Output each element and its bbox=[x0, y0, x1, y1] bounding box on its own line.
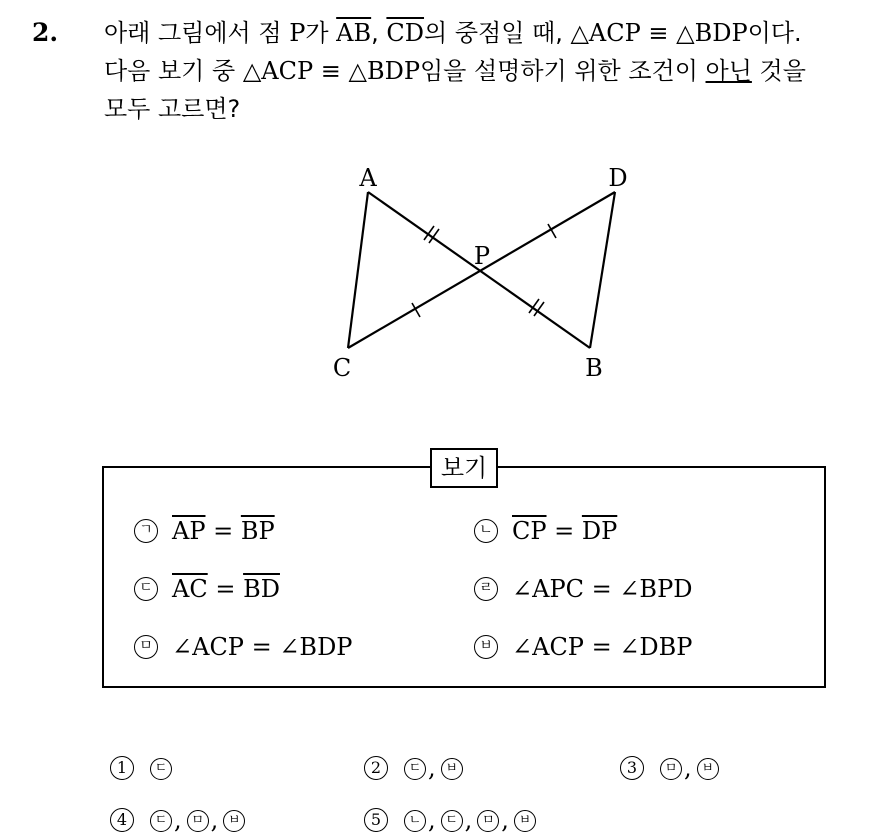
option-number: 3 bbox=[620, 756, 644, 780]
item-eq: = bbox=[205, 517, 241, 545]
item-eq: = bbox=[207, 575, 244, 603]
segment-cd: $\overline{CD}$ bbox=[386, 19, 425, 47]
q-text: 것을 bbox=[751, 57, 806, 85]
label-c: C bbox=[332, 354, 352, 382]
congruence-statement: △ACP ≡ △BDP bbox=[242, 57, 420, 85]
item-lhs: $\overline{AP}$ bbox=[172, 517, 206, 545]
option-mark: ㄷ bbox=[441, 810, 463, 832]
question-text bbox=[104, 14, 874, 128]
item-mark: ㄴ bbox=[474, 519, 498, 543]
option-3[interactable] bbox=[620, 754, 719, 782]
option-separator: , bbox=[428, 754, 436, 782]
option-4[interactable] bbox=[110, 806, 245, 834]
option-separator: , bbox=[174, 806, 182, 834]
bogi-item-5 bbox=[134, 633, 352, 661]
option-mark: ㅂ bbox=[514, 810, 536, 832]
item-text: ∠ACP = ∠DBP bbox=[512, 633, 693, 661]
option-separator: , bbox=[501, 806, 509, 834]
item-mark: ㄹ bbox=[474, 577, 498, 601]
q-text: 가 bbox=[305, 19, 337, 47]
item-mark: ㅂ bbox=[474, 635, 498, 659]
question-line-1 bbox=[104, 14, 874, 52]
figure-svg bbox=[320, 160, 650, 390]
item-text: ∠APC = ∠BPD bbox=[512, 575, 693, 603]
option-2[interactable] bbox=[364, 754, 463, 782]
q-text: 임을 설명하기 위한 조건이 bbox=[419, 57, 706, 85]
item-mark: ㄷ bbox=[134, 577, 158, 601]
option-mark: ㅁ bbox=[660, 758, 682, 780]
question-line-3: 모두 고르면? bbox=[104, 95, 241, 123]
option-mark: ㄷ bbox=[150, 810, 172, 832]
option-mark: ㄴ bbox=[404, 810, 426, 832]
q-text: 이다. bbox=[747, 19, 802, 47]
item-eq: = bbox=[546, 517, 582, 545]
segment-cd-line bbox=[348, 192, 615, 348]
bogi-item-1 bbox=[134, 517, 275, 545]
option-mark: ㅂ bbox=[697, 758, 719, 780]
item-mark: ㄱ bbox=[134, 519, 158, 543]
q-text: 다음 보기 중 bbox=[104, 57, 243, 85]
segment-ab-line bbox=[368, 192, 590, 348]
item-rhs: $\overline{BP}$ bbox=[240, 517, 275, 545]
item-rhs: $\overline{BD}$ bbox=[243, 575, 280, 603]
bogi-item-6 bbox=[474, 633, 692, 661]
option-mark: ㄷ bbox=[150, 758, 172, 780]
item-lhs: $\overline{CP}$ bbox=[512, 517, 547, 545]
label-a: A bbox=[359, 164, 377, 192]
label-p: P bbox=[473, 242, 491, 270]
option-number: 2 bbox=[364, 756, 388, 780]
segment-bd-line bbox=[590, 192, 615, 348]
segment-ac-line bbox=[348, 192, 368, 348]
option-mark: ㄷ bbox=[404, 758, 426, 780]
bogi-item-3 bbox=[134, 575, 280, 603]
option-separator: , bbox=[464, 806, 473, 834]
question-line-2 bbox=[104, 52, 874, 90]
question-number: 2. bbox=[32, 18, 59, 47]
segment-ab: $\overline{AB}$ bbox=[336, 19, 372, 47]
option-separator: , bbox=[428, 806, 436, 834]
bogi-title: 보기 bbox=[430, 448, 498, 488]
label-b: B bbox=[585, 354, 603, 382]
option-separator: , bbox=[684, 754, 692, 782]
point-p: P bbox=[289, 19, 306, 47]
geometry-figure bbox=[320, 160, 650, 390]
option-1[interactable] bbox=[110, 754, 172, 782]
bogi-item-2 bbox=[474, 517, 617, 545]
q-text: , bbox=[371, 19, 387, 47]
label-d: D bbox=[608, 164, 628, 192]
option-mark: ㅂ bbox=[441, 758, 463, 780]
congruence-statement: △ACP ≡ △BDP bbox=[570, 19, 748, 47]
q-text: 아래 그림에서 점 bbox=[104, 19, 290, 47]
option-number: 4 bbox=[110, 808, 134, 832]
item-rhs: $\overline{DP}$ bbox=[581, 517, 618, 545]
underlined-word: 아닌 bbox=[705, 57, 752, 85]
item-lhs: $\overline{AC}$ bbox=[172, 575, 208, 603]
option-mark: ㅁ bbox=[477, 810, 499, 832]
item-text: ∠ACP = ∠BDP bbox=[172, 633, 353, 661]
bogi-item-4 bbox=[474, 575, 692, 603]
option-mark: ㅁ bbox=[187, 810, 209, 832]
option-separator: , bbox=[210, 806, 219, 834]
option-mark: ㅂ bbox=[223, 810, 245, 832]
option-5[interactable] bbox=[364, 806, 536, 834]
q-text: 의 중점일 때, bbox=[424, 19, 571, 47]
item-mark: ㅁ bbox=[134, 635, 158, 659]
option-number: 1 bbox=[110, 756, 134, 780]
option-number: 5 bbox=[364, 808, 388, 832]
